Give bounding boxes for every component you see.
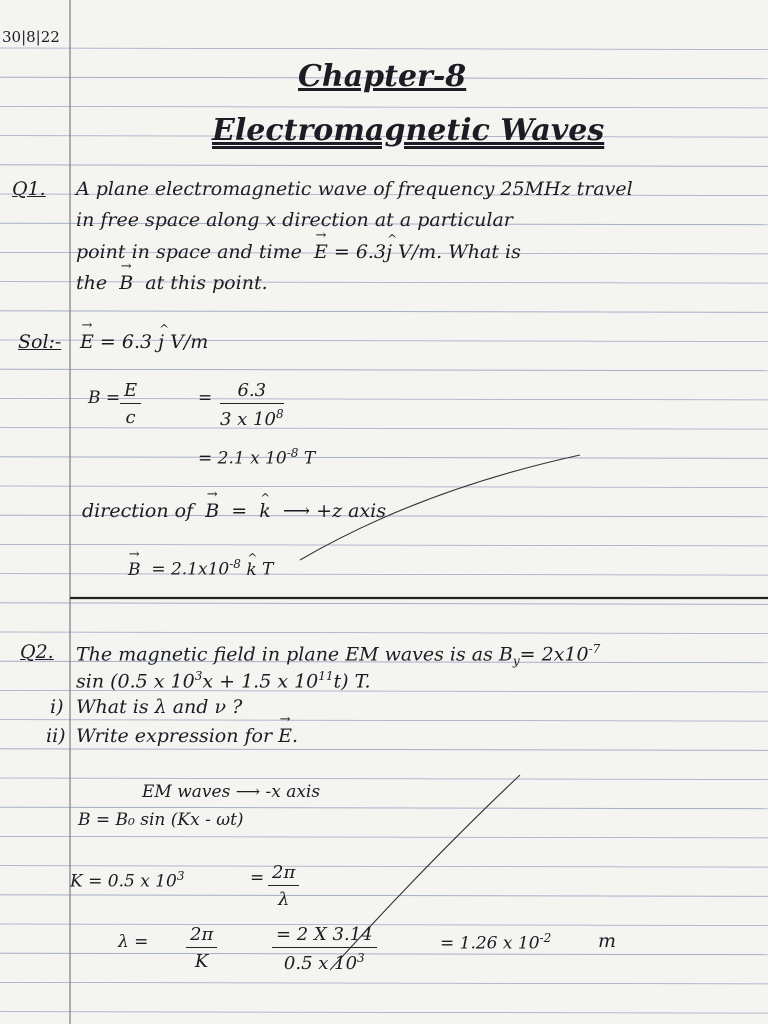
fraction-2pi-over-lambda [268,862,299,910]
k-unit-vector: k ^ [259,502,271,521]
solution-2-direction: EM waves ⟶ -x axis [142,782,321,802]
q2-amplitude: = 2x10 [519,643,589,666]
ruled-line [0,165,768,167]
b-vector-final [128,558,273,579]
j-unit-vector: j ^ [158,333,164,352]
fraction-denominator: K [194,951,209,972]
fraction-numerator: 2π [268,862,299,886]
fraction-numerator: = 2 X 3.14 [272,924,377,948]
ruled-line [0,603,768,605]
ruled-line [0,982,768,984]
fraction-2pi-over-k [186,924,217,972]
question-1-line-1: A plane electromagnetic wave of frequency 25MHz travel [76,178,633,200]
fraction-denominator [272,948,377,974]
ruled-line [0,457,768,459]
lambda-lhs: λ = [118,932,149,952]
denominator-base: 0.5 x 10 [283,953,358,974]
fraction-numerator: 6.3 [220,380,284,404]
denominator-exponent: 3 [357,951,365,965]
direction-equals: = [231,500,248,522]
chapter-heading: Chapter-8 [298,59,467,94]
fraction-numerator: E [120,380,141,404]
question-1-line-4 [76,274,268,293]
question-1-line-3 [76,243,521,262]
ruled-line [0,369,768,371]
date: 30|8|22 [2,28,60,46]
ruled-line [0,953,768,955]
direction-label: direction of [82,500,194,522]
k-unit-vector: k ^ [246,562,256,579]
fraction-lambda-computation [272,924,377,974]
ruled-line [0,48,768,50]
question-2-item-2 [76,727,298,746]
e-vector: E → [314,243,328,262]
ruled-line [0,632,768,634]
question-2-line-2 [76,670,371,691]
direction-of-b [82,502,386,521]
result-base: = 2.1 x 10 [198,448,287,469]
k-value [70,870,184,891]
lambda-result-base: = 1.26 x 10 [440,933,540,954]
q2-line2-part-c: t) T. [333,670,371,693]
ruled-line [0,311,768,313]
question-1-label: Q1. [12,178,46,200]
solution-1-e-field [80,333,208,352]
lambda-result-exponent: -2 [539,931,552,945]
solution-1-label: Sol:- [18,331,62,353]
question-2-item-1: What is λ and ν ? [76,696,243,718]
e-field-unit: V/m [164,331,209,353]
b-vector: B → [205,502,219,521]
q2-item2-tail: . [291,725,299,747]
direction-arrow: ⟶ +z axis [282,500,387,522]
ruled-line [0,749,768,751]
equals-sign: = [198,388,213,408]
q2-item2-text: Write expression for [76,725,273,747]
fraction-numerator: 2π [186,924,217,948]
lambda-result [440,932,551,953]
fraction-denominator: c [125,407,136,428]
question-2-label: Q2. [20,641,54,663]
denominator-base: 3 x 10 [220,409,276,430]
q2-line2-part-a: sin (0.5 x 10 [76,670,195,693]
final-unit: T [262,559,274,580]
q2-line2-part-b: x + 1.5 x 10 [202,670,319,693]
ruled-line [0,778,768,780]
final-exponent: -8 [229,557,241,571]
ruled-line [0,1012,768,1014]
e-vector: E → [80,333,94,352]
ruled-line [0,106,768,108]
ruled-line [0,428,768,430]
q2-amplitude-exponent: -7 [588,642,601,656]
ruled-line [0,836,768,838]
fraction-denominator [220,404,284,430]
fraction-6.3-over-3e8 [220,380,284,430]
question-1-line-2: in free space along x direction at a particular [76,209,513,231]
question-2-line-1 [76,643,600,667]
b-vector: B → [128,562,141,579]
ruled-line [0,574,768,576]
result-unit: T [298,448,316,469]
q2-line2-exp-1: 3 [194,669,203,683]
final-value: = 2.1x10 [151,559,230,580]
k-value-base: K = 0.5 x 10 [70,871,177,892]
q1-line4-text: the [76,272,108,294]
b-vector: B → [119,274,133,293]
page-title: Electromagnetic Waves [212,113,605,148]
q1-line3-text: point in space and time [76,241,302,263]
q1-line3-tail: V/m. What is [391,241,521,263]
k-equals: = [250,868,265,888]
question-2-item-1-label: i) [50,696,64,718]
e-field-value: = 6.3 [99,331,153,353]
ruled-line [0,866,768,868]
lambda-unit: m [598,930,617,952]
k-value-exponent: 3 [176,869,185,883]
b-formula-lhs: B = [88,388,121,408]
result-exponent: -8 [286,446,299,460]
q2-line2-exp-2: 11 [318,669,334,683]
question-2-item-2-label: ii) [46,725,66,747]
e-vector: E → [278,727,292,746]
ruled-line [0,895,768,897]
ruled-line [0,924,768,926]
denominator-exponent: 8 [275,407,284,421]
q2-subscript: y [512,654,520,669]
ruled-line [0,544,768,546]
ruled-line [0,486,768,488]
q2-line1-text: The magnetic field in plane EM waves is as B [76,643,513,666]
b-magnitude-result [198,447,315,468]
solution-2-equation: B = B₀ sin (Kx - ωt) [78,810,244,830]
ruled-line [0,720,768,722]
q1-e-value: = 6.3 [333,241,387,263]
ruled-line [0,807,768,809]
fraction-e-over-c [120,380,141,428]
fraction-denominator: λ [277,889,290,910]
q1-line4-tail: at this point. [145,272,268,294]
j-unit-vector: j ^ [386,243,392,262]
